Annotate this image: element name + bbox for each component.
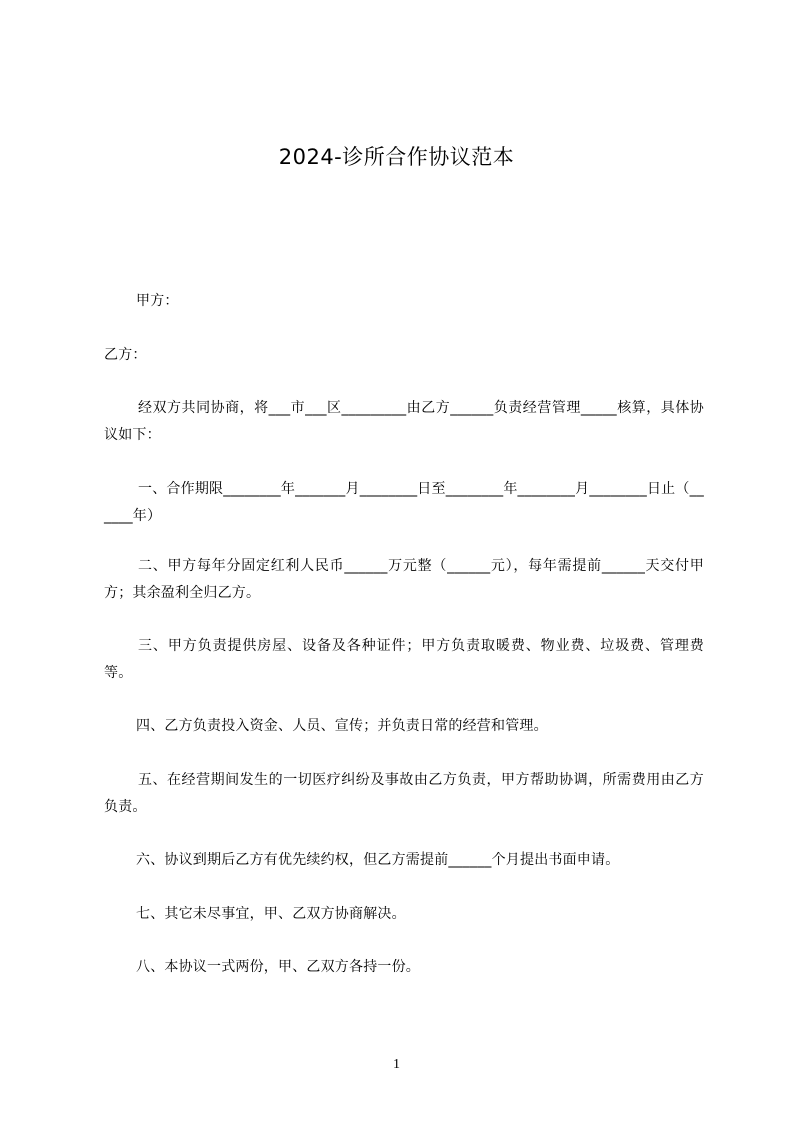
clause-4: 四、乙方负责投入资金、人员、宣传；并负责日常的经营和管理。 bbox=[136, 718, 548, 734]
clause-3: 三、甲方负责提供房屋、设备及各种证件；甲方负责取暖费、物业费、垃圾费、管理费等。 bbox=[104, 638, 704, 681]
party-a-label: 甲方： bbox=[136, 293, 179, 309]
page-number: 1 bbox=[393, 1057, 400, 1072]
document-title: 2024-诊所合作协议范本 bbox=[278, 145, 515, 169]
clause-5: 五、在经营期间发生的一切医疗纠纷及事故由乙方负责，甲方帮助协调，所需费用由乙方负责。 bbox=[104, 772, 704, 815]
intro-paragraph: 经双方共同协商，将___市___区_________由乙方______负责经营管理_____核算，具体协议如下： bbox=[104, 400, 704, 443]
party-b-label: 乙方： bbox=[104, 347, 147, 363]
clause-2: 二、甲方每年分固定红利人民币______万元整（______元），每年需提前______天交付甲方；其余盈利全归乙方。 bbox=[104, 558, 704, 601]
clause-7: 七、其它未尽事宜，甲、乙双方协商解决。 bbox=[136, 906, 406, 922]
clause-6: 六、协议到期后乙方有优先续约权，但乙方需提前______个月提出书面申请。 bbox=[136, 852, 620, 868]
clause-8: 八、本协议一式两份，甲、乙双方各持一份。 bbox=[136, 959, 420, 975]
clause-1: 一、合作期限________年_______月________日至________年________月________日止（______年） bbox=[104, 481, 704, 524]
